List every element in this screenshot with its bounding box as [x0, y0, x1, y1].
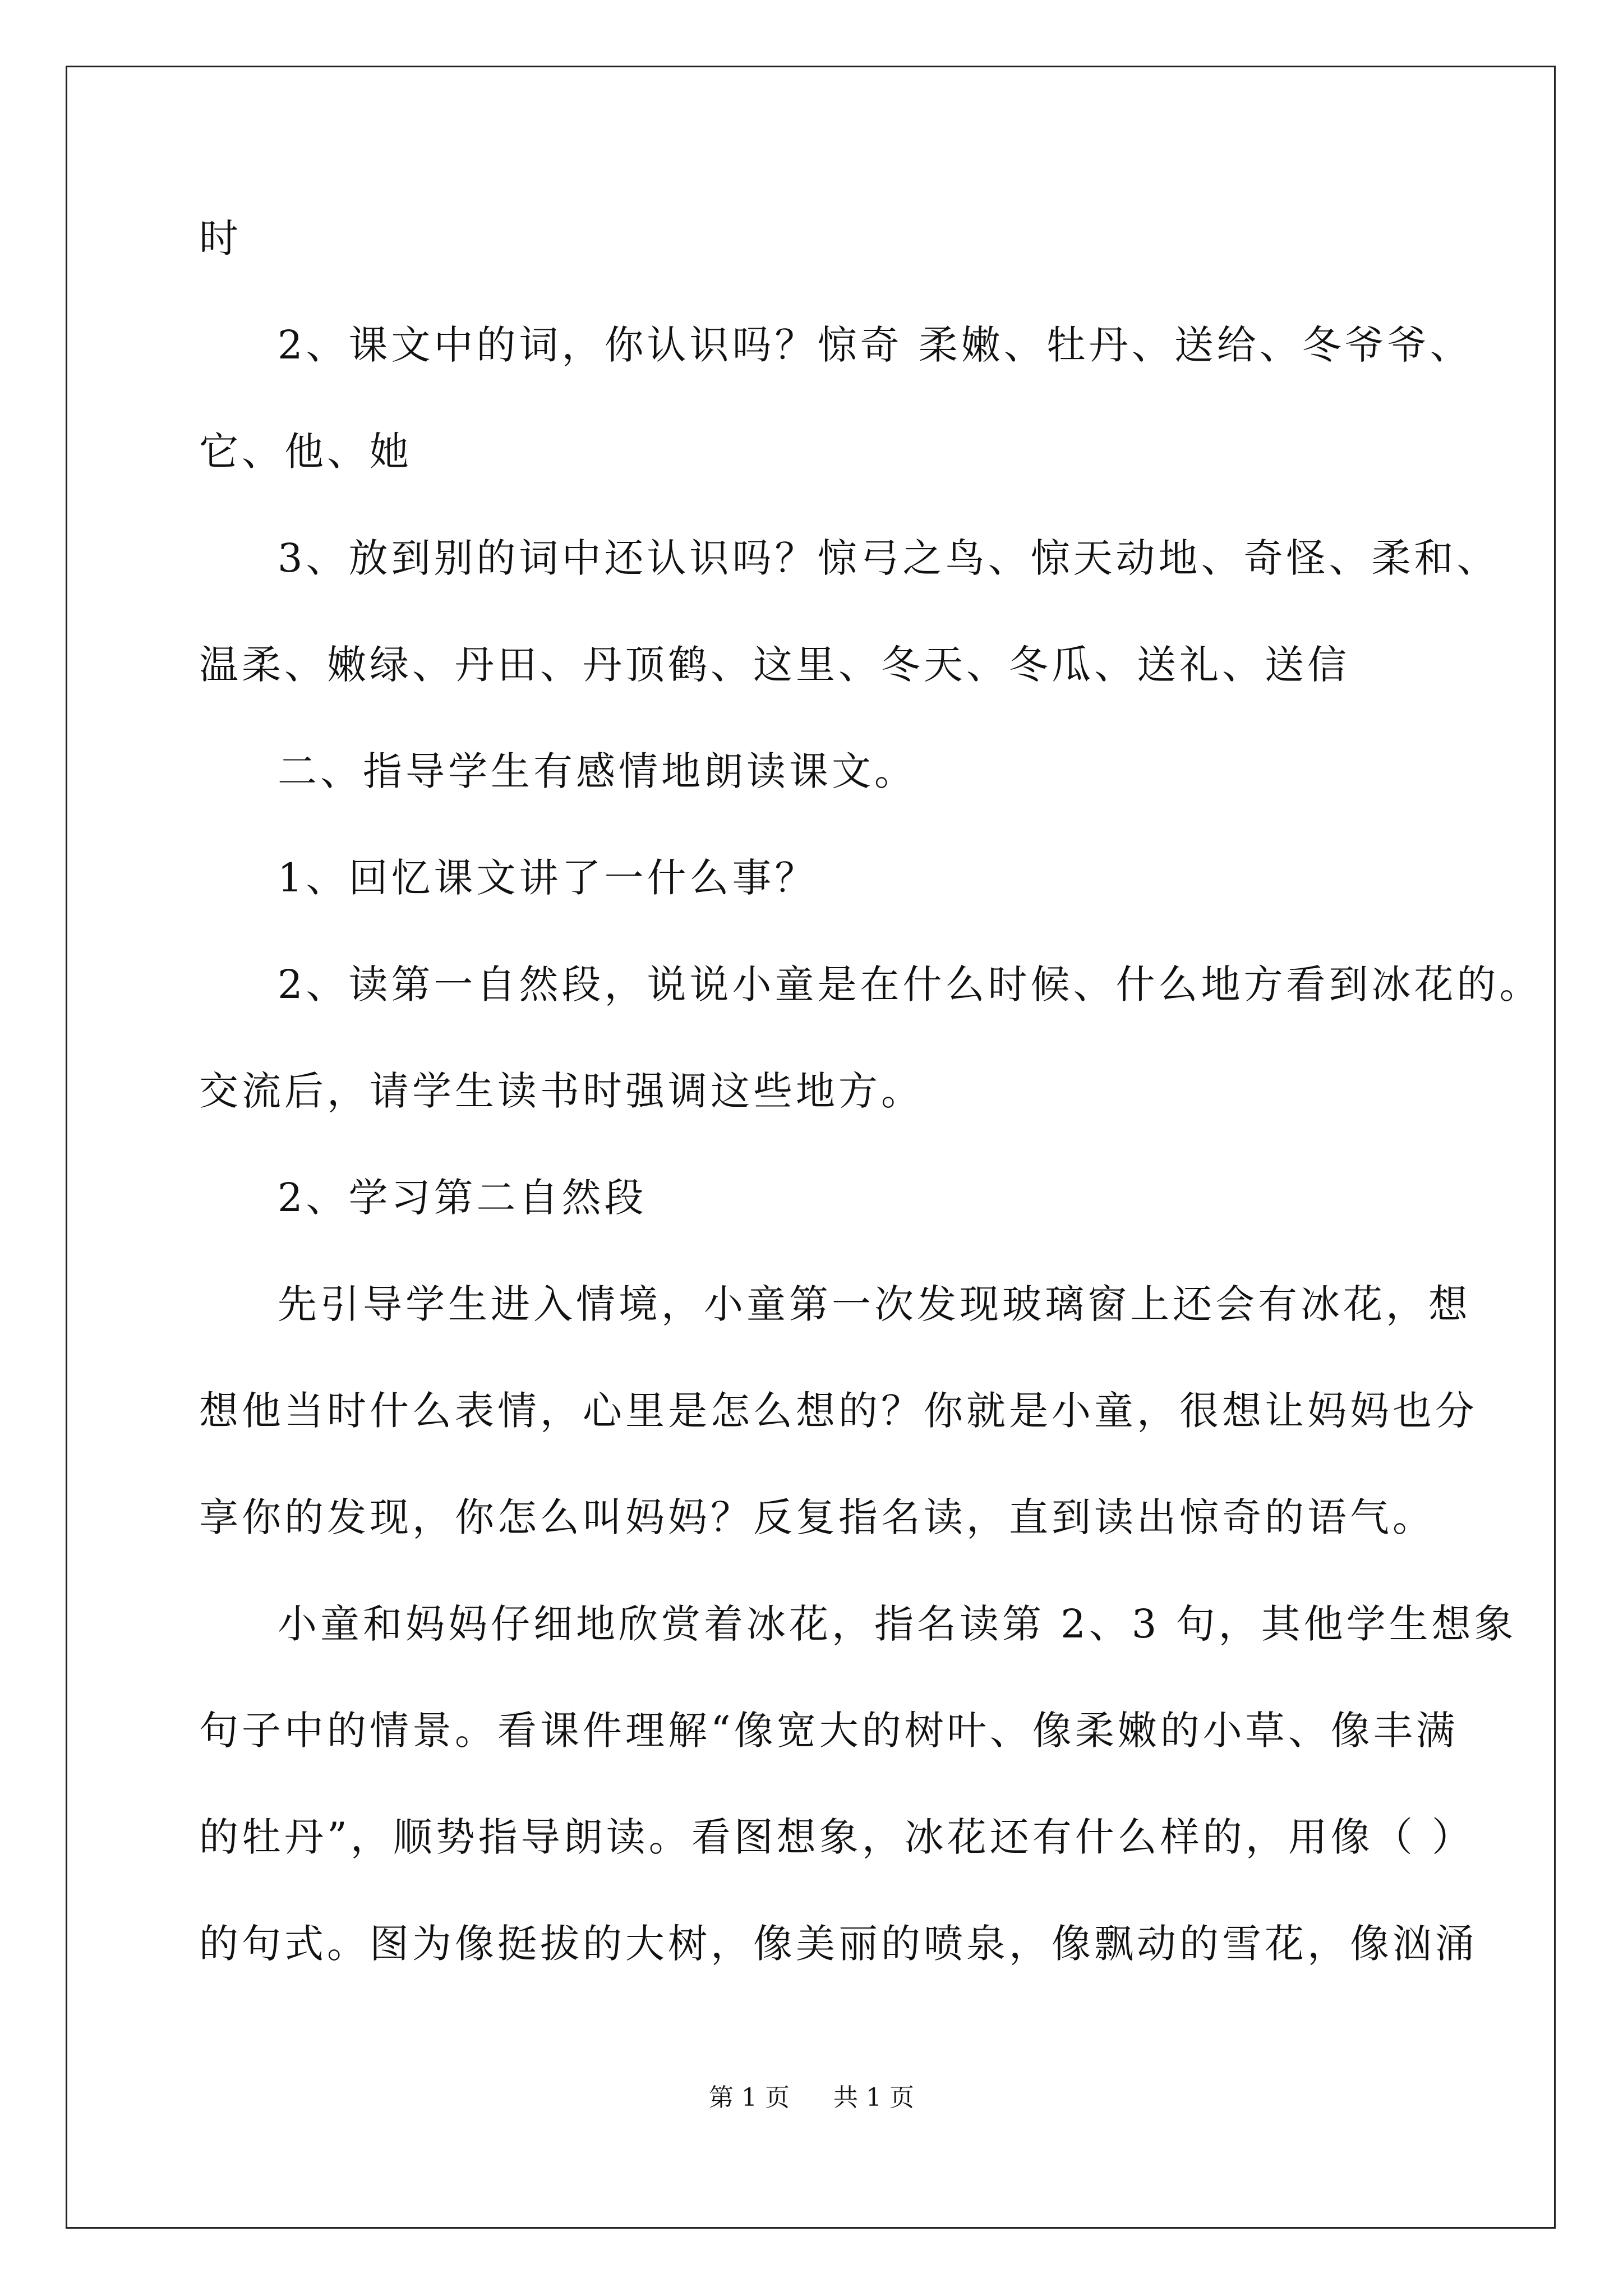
page-footer [0, 2081, 1623, 2115]
text-line: 享你的发现，你怎么叫妈妈？反复指名读，直到读出惊奇的语气。 [199, 1494, 1435, 1540]
text-line: 2、读第一自然段，说说小童是在什么时候、什么地方看到冰花的。 [278, 961, 1542, 1007]
text-line: 小童和妈妈仔细地欣赏着冰花，指名读第 2、3 句，其他学生想象 [278, 1601, 1517, 1647]
text-line: 它、他、她 [199, 429, 412, 475]
text-line: 交流后，请学生读书时强调这些地方。 [199, 1068, 924, 1114]
page-number-current: 第 1 页 [709, 2083, 790, 2112]
text-line: 想他当时什么表情，心里是怎么想的？你就是小童，很想让妈妈也分 [199, 1388, 1478, 1434]
text-line: 1、回忆课文讲了一什么事？ [278, 855, 818, 901]
page-number-total: 共 1 页 [833, 2083, 914, 2112]
page-border [66, 66, 1556, 2229]
text-line: 的句式。图为像挺拔的大树，像美丽的喷泉，像飘动的雪花，像汹涌 [199, 1921, 1478, 1967]
text-line: 句子中的情景。看课件理解“像宽大的树叶、像柔嫩的小草、像丰满 [199, 1708, 1459, 1754]
text-line: 先引导学生进入情境，小童第一次发现玻璃窗上还会有冰花，想 [278, 1281, 1471, 1327]
text-line: 温柔、嫩绿、丹田、丹顶鹤、这里、冬天、冬瓜、送礼、送信 [199, 642, 1350, 688]
section-heading: 二、指导学生有感情地朗读课文。 [278, 748, 917, 794]
text-line: 时 [199, 215, 242, 261]
text-line: 2、课文中的词，你认识吗？惊奇 柔嫩、牡丹、送给、冬爷爷、 [278, 322, 1473, 368]
text-line: 3、放到别的词中还认识吗？惊弓之鸟、惊天动地、奇怪、柔和、 [278, 535, 1500, 581]
text-line: 2、学习第二自然段 [278, 1175, 647, 1221]
text-line: 的牡丹”，顺势指导朗读。看图想象，冰花还有什么样的，用像（ ） [199, 1814, 1475, 1860]
